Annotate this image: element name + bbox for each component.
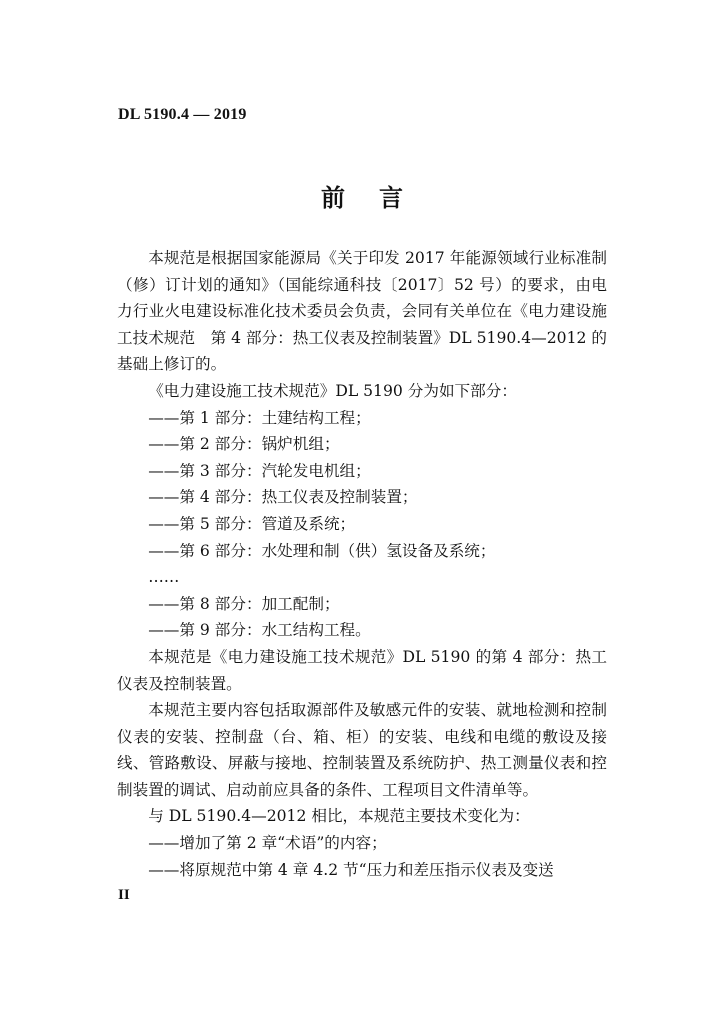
change-item: ——将原规范中第 4 章 4.2 节“压力和差压指示仪表及变送 bbox=[148, 860, 554, 879]
standard-number: DL 5190.4 — 2019 bbox=[118, 106, 247, 123]
list-item: ——第 4 部分：热工仪表及控制装置； bbox=[148, 488, 418, 507]
change-item: ——增加了第 2 章“术语”的内容； bbox=[148, 834, 387, 853]
list-ellipsis: …… bbox=[148, 568, 180, 587]
section-title: 前言 bbox=[321, 183, 437, 212]
paragraph-changes-intro: 与 DL 5190.4—2012 相比，本规范主要技术变化为： bbox=[148, 807, 530, 826]
paragraph-part-statement: 本规范是《电力建设施工技术规范》DL 5190 的第 4 部分：热工仪表及控制装置。 bbox=[117, 647, 607, 693]
list-item: ——第 2 部分：锅炉机组； bbox=[148, 435, 340, 454]
body-text bbox=[117, 245, 607, 883]
paragraph-basis: 本规范是根据国家能源局《关于印发 2017 年能源领域行业标准制（修）订计划的通知》（国能综通科技〔2017〕52 号）的要求，由电力行业火电建设标准化技术委员会负责，会同有关单位在《电力建设施工技术规范 第 4 部分：热工仪表及控制装置》DL 5190.4—2012 的基础上修订的。 bbox=[117, 249, 607, 374]
paragraph-parts-intro: 《电力建设施工技术规范》DL 5190 分为如下部分： bbox=[148, 381, 517, 400]
list-item: ——第 3 部分：汽轮发电机组； bbox=[148, 461, 371, 480]
list-item: ——第 1 部分：土建结构工程； bbox=[148, 408, 371, 427]
list-item: ——第 8 部分：加工配制； bbox=[148, 594, 340, 613]
list-item: ——第 5 部分：管道及系统； bbox=[148, 514, 356, 533]
paragraph-main-content: 本规范主要内容包括取源部件及敏感元件的安装、就地检测和控制仪表的安装、控制盘（台、箱、柜）的安装、电线和电缆的敷设及接线、管路敷设、屏蔽与接地、控制装置及系统防护、热工测量仪表和控制装置的调试、启动前应具备的条件、工程项目文件清单等。 bbox=[117, 701, 607, 799]
page-number: II bbox=[118, 887, 130, 903]
list-item: ——第 9 部分：水工结构工程。 bbox=[148, 621, 371, 640]
list-item: ——第 6 部分：水处理和制（供）氢设备及系统； bbox=[148, 541, 496, 560]
